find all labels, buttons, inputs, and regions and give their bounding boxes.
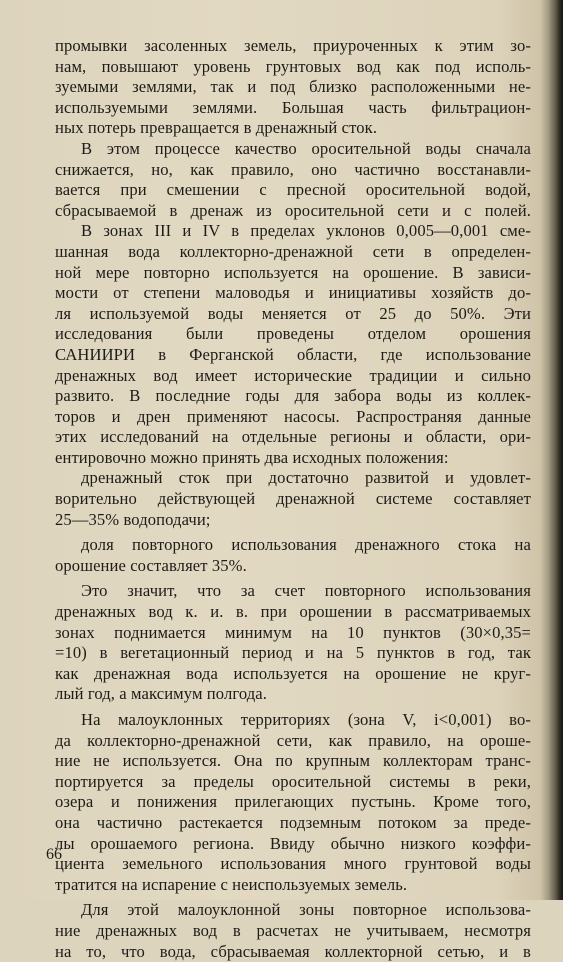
- text-line: ворительно действующей дренажной системе составляет: [55, 489, 531, 509]
- text-line: шанная вода коллекторно-дренажной сети в определен-: [55, 241, 531, 261]
- text-line: дренажных вод к. и. в. при орошении в рассматриваемых: [55, 602, 531, 622]
- text-line: зонах поднимается минимум на 10 пунктов (30×0,35=: [55, 622, 531, 642]
- text-line: на то, что вода, сбрасываемая коллекторной сетью, и в: [55, 941, 531, 961]
- text-line: да коллекторно-дренажной сети, как правило, на ороше-: [55, 730, 531, 750]
- text-line: нам, повышают уровень грунтовых вод как под исполь-: [55, 56, 531, 76]
- text-line: озера и понижения прилегающих пустынь. Кроме того,: [55, 792, 531, 812]
- text-line: дренажных вод имеет исторические традиции и сильно: [55, 365, 531, 385]
- page-body-text: [55, 36, 531, 962]
- text-line: На малоуклонных территориях (зона V, i<0,001) во-: [81, 710, 531, 729]
- text-line: Это значит, что за счет повторного использования: [81, 581, 531, 601]
- text-line: тратится на испарение с неиспользуемых земель.: [55, 874, 408, 894]
- page-number: 66: [46, 846, 62, 863]
- text-line: САНИИРИ в Ферганской области, где использование: [55, 344, 531, 364]
- text-line: =10) в вегетационный период и на 5 пунктов в год, так: [55, 643, 531, 663]
- text-line: снижается, но, как правило, оно частично восстанавли-: [55, 159, 531, 179]
- text-line: ние дренажных вод в расчетах не учитываем, несмотря: [55, 920, 531, 940]
- text-line: В этом процессе качество оросительной воды сначала: [81, 138, 531, 158]
- text-line: она частично растекается подземным потоком за преде-: [55, 812, 531, 832]
- book-spine-shadow: [549, 0, 563, 900]
- text-line: исследования были проведены отделом орошения: [55, 324, 531, 344]
- text-line: вается при смешении с пресной оросительной водой,: [55, 180, 531, 200]
- text-line: циента земельного использования много грунтовой воды: [55, 854, 531, 874]
- text-line: сбрасываемой в дренаж из оросительной сети и с полей.: [55, 200, 531, 220]
- text-line: мости от степени маловодья и инициативы хозяйств до-: [55, 283, 531, 303]
- text-line: доля повторного использования дренажного стока на: [81, 535, 531, 555]
- text-line: ние не используется. Она по крупным коллекторам транс-: [55, 751, 531, 771]
- text-line: ентировочно можно принять два исходных положения:: [55, 447, 449, 467]
- text-line: развито. В последние годы для забора воды из коллек-: [55, 386, 531, 406]
- text-line: ной мере повторно используется на орошение. В зависи-: [55, 262, 531, 282]
- text-line: лый год, а максимум полгода.: [55, 684, 268, 704]
- text-line: промывки засоленных земель, приуроченных к этим зо-: [55, 36, 531, 55]
- text-line: В зонах III и IV в пределах уклонов 0,005—0,001 сме-: [81, 221, 531, 241]
- text-line: портируется за пределы оросительной системы в реки,: [55, 771, 531, 791]
- text-line: этих исследований на отдельные регионы и области, ори-: [55, 427, 531, 447]
- text-line: зуемыми землями, так и под близко расположенными не-: [55, 77, 531, 97]
- text-line: орошение составляет 35%.: [55, 555, 247, 575]
- text-line: лы орошаемого региона. Ввиду обычно низкого коэффи-: [55, 833, 531, 853]
- text-line: Для этой малоуклонной зоны повторное использова-: [81, 900, 531, 920]
- text-line: ля используемой воды меняется от 25 до 50%. Эти: [55, 303, 531, 323]
- text-line: используемыми землями. Большая часть фильтрацион-: [55, 97, 531, 117]
- text-line: 25—35% водоподачи;: [55, 509, 211, 529]
- text-line: дренажный сток при достаточно развитой и удовлет-: [81, 468, 531, 488]
- text-line: ных потерь превращается в дренажный сток.: [55, 118, 378, 138]
- text-line: торов и дрен применяют насосы. Распространяя данные: [55, 406, 531, 426]
- text-line: как дренажная вода используется на орошение не круг-: [55, 663, 531, 683]
